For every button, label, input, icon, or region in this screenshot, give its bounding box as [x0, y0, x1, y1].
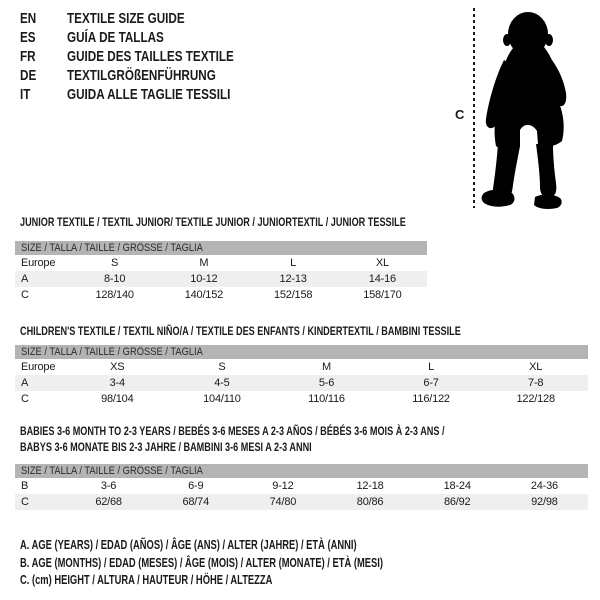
lang-title: TEXTILGRÖßENFÜHRUNG — [67, 67, 216, 84]
junior-size-table — [15, 241, 427, 303]
lang-code: EN — [20, 10, 37, 27]
lang-row-es — [20, 28, 281, 47]
children-size-table — [15, 345, 588, 407]
size-cell: M — [322, 361, 331, 373]
age-cell: 18-24 — [443, 480, 471, 492]
row-label: Europe — [21, 361, 56, 373]
size-cell: XS — [110, 361, 125, 373]
lang-title: GUIDE DES TAILLES TEXTILE — [67, 48, 234, 65]
row-label: C — [21, 289, 29, 301]
height-cell: 110/116 — [308, 393, 345, 405]
lang-code: IT — [20, 86, 31, 103]
height-cell: 92/98 — [531, 496, 558, 508]
height-cell: 152/158 — [273, 289, 313, 301]
table-row — [15, 271, 427, 287]
height-cell: 98/104 — [101, 393, 134, 405]
size-cell: XL — [375, 257, 389, 269]
table-row — [15, 494, 588, 510]
children-section-title: CHILDREN'S TEXTILE / TEXTIL NIÑO/A / TEXTILE DES ENFANTS / KINDERTEXTIL / BAMBINI TESSILE — [20, 324, 461, 338]
lang-row-fr — [20, 47, 281, 66]
height-cell: 80/86 — [356, 496, 384, 508]
size-cell: L — [428, 361, 435, 373]
height-cell: 140/152 — [184, 289, 224, 301]
age-cell: 6-7 — [423, 377, 439, 389]
age-cell: 24-36 — [530, 480, 558, 492]
size-cell: L — [290, 257, 297, 269]
age-cell: 10-12 — [190, 273, 218, 285]
age-cell: 3-4 — [109, 377, 125, 389]
lang-title: GUÍA DE TALLAS — [67, 29, 164, 46]
row-label: Europe — [21, 257, 56, 269]
row-label: B — [21, 480, 29, 492]
size-band: SIZE / TALLA / TAILLE / GRÖSSE / TAGLIA — [15, 464, 588, 478]
row-label: C — [21, 393, 29, 405]
size-cell: S — [111, 257, 119, 269]
lang-code: DE — [20, 67, 37, 84]
lang-code: ES — [20, 29, 36, 46]
age-cell: 12-18 — [356, 480, 384, 492]
lang-title: TEXTILE SIZE GUIDE — [67, 10, 185, 27]
legend-notes — [20, 536, 524, 589]
lang-code: FR — [20, 48, 36, 65]
age-cell: 4-5 — [214, 377, 230, 389]
height-cell: 116/122 — [412, 393, 450, 405]
note-height-cm: C. (cm) HEIGHT / ALTURA / HAUTEUR / HÖHE / ALTEZZA — [20, 572, 273, 588]
table-row — [15, 478, 588, 494]
size-cell: S — [218, 361, 226, 373]
language-header — [20, 9, 281, 104]
row-label: A — [21, 377, 29, 389]
baby-silhouette — [480, 7, 575, 210]
height-cell: 128/140 — [95, 289, 134, 301]
lang-row-it — [20, 85, 281, 104]
lang-row-en — [20, 9, 281, 28]
size-cell: M — [199, 257, 209, 269]
age-cell: 7-8 — [528, 377, 544, 389]
size-band: SIZE / TALLA / TAILLE / GRÖSSE / TAGLIA — [15, 345, 588, 359]
row-label: C — [21, 496, 29, 508]
height-cell: 158/170 — [363, 289, 402, 301]
age-cell: 8-10 — [104, 273, 126, 285]
size-cell: XL — [529, 361, 543, 373]
size-band: SIZE / TALLA / TAILLE / GRÖSSE / TAGLIA — [15, 241, 427, 255]
junior-section-title: JUNIOR TEXTILE / TEXTIL JUNIOR/ TEXTILE JUNIOR / JUNIORTEXTIL / JUNIOR TESSILE — [20, 215, 406, 229]
lang-title: GUIDA ALLE TAGLIE TESSILI — [67, 86, 231, 103]
table-row — [15, 287, 427, 303]
height-dashed-line — [473, 8, 475, 208]
height-cell: 68/74 — [182, 496, 209, 508]
age-cell: 3-6 — [100, 480, 117, 492]
age-cell: 9-12 — [272, 480, 294, 492]
table-row — [15, 359, 588, 375]
height-measure-label: C — [455, 107, 465, 122]
table-row — [15, 375, 588, 391]
table-row — [15, 255, 427, 271]
row-label: A — [21, 273, 29, 285]
age-cell: 6-9 — [188, 480, 204, 492]
note-age-years: A. AGE (YEARS) / EDAD (AÑOS) / ÂGE (ANS) / ALTER (JAHRE) / ETÀ (ANNI) — [20, 537, 357, 553]
babies-section-title: BABIES 3-6 MONTH TO 2-3 YEARS / BEBÉS 3-6 MESES A 2-3 AÑOS / BÉBÉS 3-6 MOIS À 2-3 ANS / BABYS 3-6 MONATE BIS 2-3 JAHRE / BAMBINI 3-6 MESI A 2-3 ANNI — [20, 424, 445, 454]
note-age-months: B. AGE (MONTHS) / EDAD (MESES) / ÂGE (MOIS) / ALTER (MONATE) / ETÀ (MESI) — [20, 554, 383, 570]
age-cell: 14-16 — [368, 273, 396, 285]
babies-size-table — [15, 464, 588, 510]
table-row — [15, 391, 588, 407]
height-cell: 86/92 — [443, 496, 471, 508]
age-cell: 12-13 — [279, 273, 307, 285]
age-cell: 5-6 — [318, 377, 335, 389]
height-cell: 104/110 — [203, 393, 241, 405]
height-cell: 122/128 — [516, 393, 555, 405]
height-cell: 74/80 — [269, 496, 297, 508]
lang-row-de — [20, 66, 281, 85]
height-cell: 62/68 — [95, 496, 122, 508]
